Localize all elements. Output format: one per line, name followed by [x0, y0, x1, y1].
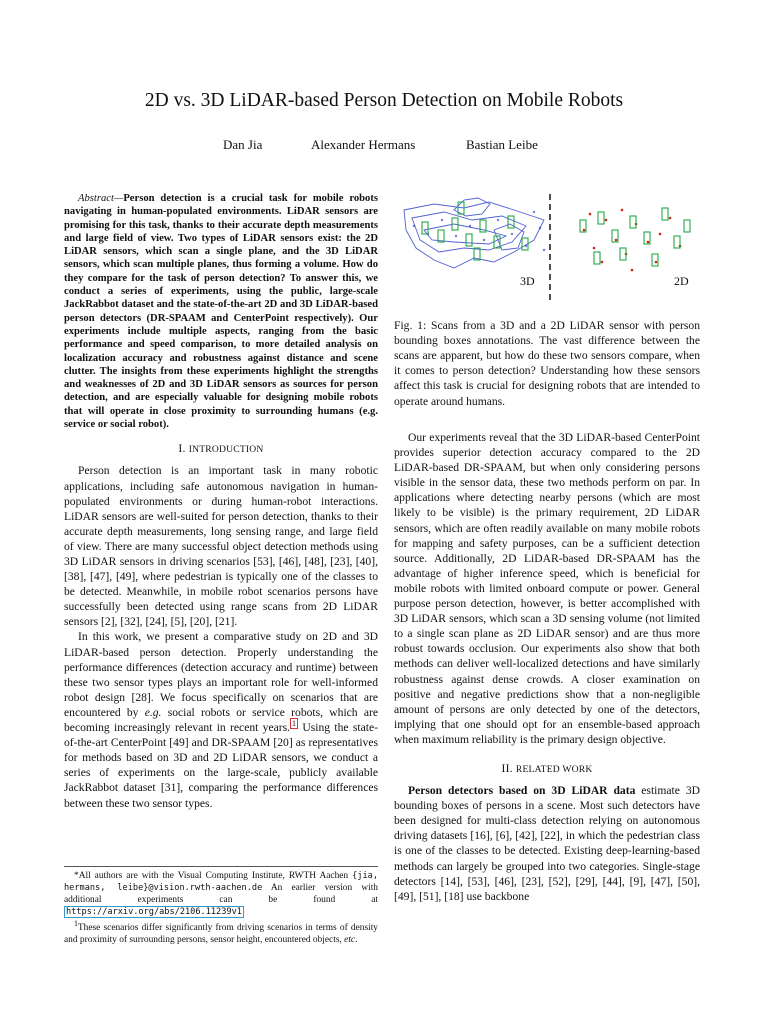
footnote-text: . — [355, 935, 358, 946]
abstract-label: Abstract — [78, 193, 114, 204]
paragraph-lead-bold: Person detectors based on 3D LiDAR data — [408, 784, 636, 798]
related-paragraph-1 — [394, 783, 700, 904]
section-heading-related-work — [394, 761, 700, 777]
author-3: Bastian Leibe — [466, 137, 538, 152]
section-heading-introduction — [64, 441, 378, 457]
footnote-1 — [64, 918, 378, 946]
section-title: RELATED WORK — [515, 763, 593, 775]
section-number: II. — [501, 761, 513, 775]
abstract — [64, 192, 378, 431]
lidar-scan-image — [394, 190, 704, 302]
section-title: INTRODUCTION — [188, 444, 264, 456]
text-run: social robots or service robots, which are becoming increasingly relevant in recent years. — [64, 705, 378, 735]
left-column — [64, 192, 378, 811]
figure-label-3d: 3D — [520, 274, 535, 288]
text-run: In this work, we present a comparative study on 2D and 3D LiDAR-based person detection. Properly understanding the performance differences (detection accuracy and runtime) between these two sensor types plays an important role for well-informed robot design [28]. We focus specifically on scenarios that are encountered by — [64, 630, 378, 719]
email-address: {jia, hermans, leibe}@vision.rwth-aachen.de — [64, 871, 378, 893]
figure-label-2d: 2D — [674, 274, 689, 288]
arxiv-link[interactable]: https://arxiv.org/abs/2106.11239v1 — [66, 907, 242, 917]
figure-1 — [394, 190, 704, 302]
affiliation-footnote — [64, 870, 378, 918]
footnote-link[interactable]: 1 — [292, 719, 297, 729]
abstract-dash: — — [113, 193, 124, 204]
intro-paragraph-1: Person detection is an important task in many robotic applications, including safe autonomous navigation in human-populated environments or during human-robot interactions. LiDAR sensors are well-suited for person detection, thanks to their accurate depth measurements, long sensing range, and large field of view. There are many successful object detection methods using 3D LiDAR sensors in driving scenarios [53], [46], [48], [23], [40], [38], [47], [49], where pedestrian is typically one of the classes to be detected. Meanwhile, in mobile robot scenarios persons have successfully been detected using range scans from 2D LiDAR sensors [2], [32], [24], [5], [20], [21]. — [64, 464, 378, 629]
figure-caption: Fig. 1: Scans from a 3D and a 2D LiDAR sensor with person bounding boxes annotations. The vast difference between the scans are apparent, but how do these two sensors compare, when it comes to person detection? Understanding how these sensors affect this task is crucial for designing robots that are intended to operate around humans. — [394, 318, 700, 408]
text-run-italic: e.g. — [144, 705, 162, 719]
abstract-text: Person detection is a crucial task for mobile robots navigating in human-populated environments. LiDAR sensors are promising for this task, thanks to their accurate depth measurements and large field of view. Two types of LiDAR sensors exist: the 2D LiDAR sensors, which scan a single plane, and the 3D LiDAR sensors, which scan multiple planes, thus forming a volume. How do they compare for the task of person detection? To answer this, we conduct a series of experiments, using the public, large-scale JackRabbot dataset and the state-of-the-art 2D and 3D LiDAR-based person detectors (DR-SPAAM and CenterPoint respectively). Our experiments include multiple aspects, ranging from the basic performance and speed comparison, to more detailed analysis on localization accuracy and robustness against distance and scene clutter. The insights from these experiments highlight the strengths and weaknesses of 2D and 3D LiDAR sensors as sources for person detection, and are especially valuable for designing mobile robots that will operate in close proximity to surrounding humans (e.g. service or social robot). — [64, 193, 378, 431]
footnote-text-italic: etc — [344, 935, 356, 946]
section-number: I. — [178, 442, 186, 456]
right-column — [394, 430, 700, 904]
footnote-text: An earlier version with additional experiments can be found at — [64, 883, 378, 905]
footnotes — [64, 866, 378, 946]
footnote-mark: 1 — [74, 919, 78, 928]
findings-paragraph: Our experiments reveal that the 3D LiDAR-based CenterPoint provides superior detection accuracy compared to the 2D LiDAR-based DR-SPAAM, but when only considering persons visible in the sensor data, these two methods perform on par. In applications where detecting nearby persons (which are most likely to be visible) is the primary requirement, 2D LiDAR sensors, which are often readily available on many mobile robots for mapping and safety purposes, can be a sufficient detection source. Additionally, 2D LiDAR-based DR-SPAAM has the advantage of higher inference speed, which is beneficial for mobile robots with limited onboard compute or power. General purpose person detection, however, is better accomplished with 3D LiDAR sensors, which scan a 3D sensing volume (not limited to a single scan plane as 2D LiDAR sensor) and are thus more robust towards occlusion. Our experiments also show that both methods can deliver well-localized detections and have similarly robustness against dense crowds. A closer examination on positive and negative predictions show that a non-negligible amount of persons are only detected by one of the detectors, implying that one should opt for an ensemble-based approach when maximum reliability is the primary design objective. — [394, 431, 700, 746]
text-run: estimate 3D bounding boxes of persons in a scene. Most such detectors have been designed for multi-class detection relying on autonomous driving datasets [16], [6], [42], [22], in which the pedestrian class is one of the classes to be detected. Existing deep-learning-based methods can largely be grouped into two categories. Single-stage detectors [14], [53], [46], [23], [52], [29], [44], [9], [47], [50], [49], [51], [18] use backbone — [394, 784, 700, 903]
footnote-text: These scenarios differ significantly from driving scenarios in terms of density and proximity of surrounding persons, sensor height, encountered objects, — [64, 923, 378, 946]
text-run: Using the state-of-the-art CenterPoint [49] and DR-SPAAM [20] as representatives for methods based on 3D and 2D LiDAR sensors, we conduct a series of experiments on the large-scale, publicly available JackRabbot dataset [31], comparing the performance differences between these two sensor types. — [64, 721, 378, 810]
footnote-text: *All authors are with the Visual Computing Institute, RWTH Aachen — [74, 871, 353, 881]
paper-title: 2D vs. 3D LiDAR-based Person Detection on Mobile Robots — [144, 90, 624, 111]
author-1: Dan Jia — [223, 137, 263, 152]
intro-paragraph-2 — [64, 629, 378, 810]
author-2: Alexander Hermans — [311, 137, 416, 152]
